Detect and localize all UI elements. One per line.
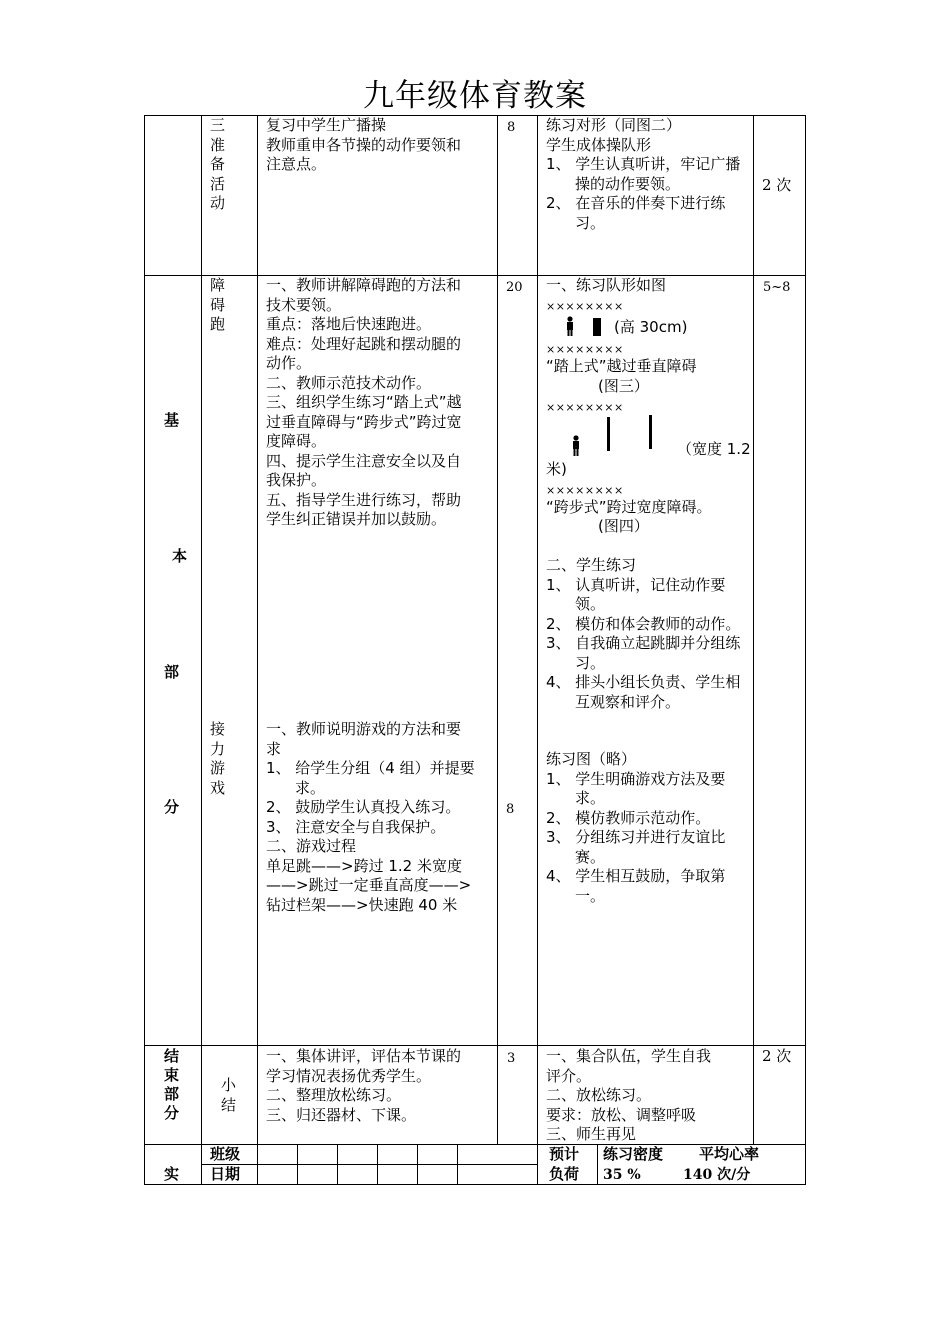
label-char: 备 [210, 155, 226, 173]
list-item: 2、 在音乐的伴奏下进行练习。 [546, 194, 726, 232]
hurdle-section-label [210, 276, 250, 335]
list-item: 1、 学生认真听讲，牢记广播操的动作要领。 [546, 155, 741, 193]
label-char: 活 [210, 174, 226, 193]
forecast-label-1: 预计 [549, 1145, 580, 1163]
text-line: 五、指导学生进行练习，帮助 [266, 490, 462, 509]
width-note: （宽度 1.2 [677, 440, 751, 458]
text-line: 技术要领。 [266, 295, 342, 314]
relay-minutes: 8 [506, 802, 515, 817]
hurdle-student-practice [546, 556, 748, 712]
date-label: 日期 [210, 1165, 241, 1183]
main-part-label-3: 部 [164, 663, 180, 681]
formation-heading: 一、练习队形如图 [546, 276, 667, 294]
text-line: 二、整理放松练习。 [266, 1086, 402, 1104]
col-border [597, 1144, 598, 1184]
hurdle-teacher-text [266, 276, 494, 530]
text-line: 度障碍。 [266, 432, 327, 450]
prep-minutes: 8 [507, 120, 516, 135]
step-over-caption: “踏上式”越过垂直障碍 [546, 357, 697, 375]
hurdle-count: 5~8 [763, 280, 791, 295]
text-line: 三、师生再见 [546, 1125, 637, 1143]
text-line: 一、教师讲解障碍跑的方法和 [266, 276, 462, 294]
figure-3-caption: (图三） [598, 377, 649, 395]
figure-4-caption: (图四） [598, 517, 649, 535]
col-border [297, 1144, 298, 1184]
label-char: 接 [210, 720, 226, 738]
end-student-text [546, 1047, 748, 1145]
col-border [144, 115, 145, 1185]
label-char: 力 [210, 739, 226, 758]
hurdle-height-note [614, 318, 687, 338]
prep-student-text [546, 116, 748, 233]
list-item: 2、 模仿教师示范动作。 [546, 808, 711, 827]
prep-teacher-text [266, 116, 494, 175]
text-line: 重点：落地后快速跑进。 [266, 315, 432, 333]
col-border [805, 115, 806, 1185]
label-char: 障 [210, 276, 226, 294]
text-line: 过垂直障碍与“跨步式”跨过宽 [266, 412, 462, 431]
label-char: 小 [221, 1076, 237, 1094]
stride-over-caption: “跨步式”跨过宽度障碍。 [546, 498, 712, 516]
col-border [753, 115, 754, 1145]
row-border [144, 1045, 806, 1046]
text-line: 一、集合队伍，学生自我 [546, 1047, 712, 1065]
col-border [201, 115, 202, 1185]
width-note-cont: 米) [546, 460, 567, 478]
list-item: 3、 分组练习并进行友谊比赛。 [546, 828, 726, 866]
runner-hurdle-icon [562, 316, 612, 338]
density-label: 练习密度 [603, 1145, 664, 1163]
list-item: 1、 给学生分组（4 组）并提要求。 [266, 759, 475, 797]
list-item: 1、 学生明确游戏方法及要求。 [546, 769, 726, 807]
label-char: 跑 [210, 315, 226, 333]
text-line: 二、放松练习。 [546, 1086, 652, 1104]
text-line: 四、提示学生注意安全以及自 [266, 451, 462, 470]
list-item: 4、 学生相互鼓励，争取第一。 [546, 867, 726, 905]
text-line: ——>跳过一定垂直高度——> [266, 876, 472, 894]
class-label: 班级 [210, 1145, 241, 1163]
hurdle-minutes: 20 [506, 280, 523, 295]
main-part-label-1: 基 [164, 411, 180, 429]
formation-crosses: ×××××××× [546, 300, 624, 313]
list-item: 1、 认真听讲，记住动作要领。 [546, 575, 726, 613]
col-border [337, 1144, 338, 1184]
text-line: 教师重申各节操的动作要领和 [266, 135, 462, 154]
label-char: 结 [164, 1047, 180, 1065]
text-line: 练习图（略） [546, 750, 637, 768]
text-line: 注意点。 [266, 155, 327, 173]
end-minutes: 3 [507, 1051, 516, 1066]
text-line: 一、集体讲评，评估本节课的 [266, 1047, 462, 1065]
heart-rate-value: 140 次/分 [683, 1167, 751, 1183]
end-section-label [221, 1076, 251, 1115]
end-part-label [164, 1047, 188, 1123]
col-border [497, 115, 498, 1145]
prep-count: 2 次 [762, 176, 792, 194]
footer-part-label: 实 [164, 1165, 180, 1183]
list-item: 3、 自我确立起跳脚并分组练习。 [546, 634, 741, 672]
text-line: 评介。 [546, 1066, 592, 1085]
text-line: 二、游戏过程 [266, 837, 357, 855]
relay-section-label [210, 720, 250, 798]
text-line: 单足跳——>跨过 1.2 米宽度 [266, 856, 462, 875]
col-border [257, 115, 258, 1185]
relay-student-text [546, 750, 748, 906]
formation-crosses: ×××××××× [546, 343, 624, 356]
formation-crosses: ×××××××× [546, 401, 624, 414]
page-title: 九年级体育教案 [363, 78, 587, 114]
text-line: 三、归还器材、下课。 [266, 1105, 417, 1124]
text-line: 钻过栏架——>快速跑 40 米 [266, 895, 458, 914]
end-teacher-text [266, 1047, 494, 1125]
row-border [201, 1164, 537, 1165]
text-line: 求 [266, 739, 282, 758]
col-border [537, 115, 538, 1185]
label-char: 戏 [210, 778, 226, 797]
runner-width-obstacle-icon [568, 414, 658, 460]
text-line: 学生纠正错误并加以鼓励。 [266, 510, 447, 528]
text-line: 动作。 [266, 354, 312, 372]
density-value: 35 % [603, 1167, 641, 1183]
list-item: 3、 注意安全与自我保护。 [266, 817, 446, 836]
formation-crosses: ×××××××× [546, 484, 624, 497]
end-count: 2 次 [762, 1047, 792, 1065]
main-part-label-2: 本 [172, 547, 188, 565]
label-char: 部 [164, 1085, 180, 1103]
label-char: 准 [210, 135, 226, 154]
label-char: 三 [210, 116, 226, 134]
list-item: 2、 模仿和体会教师的动作。 [546, 614, 741, 633]
label-char: 动 [210, 194, 226, 212]
forecast-label-2: 负荷 [549, 1165, 580, 1183]
text-line: 学生成体操队形 [546, 135, 652, 154]
col-border [377, 1144, 378, 1184]
text-line: 三、组织学生练习“踏上式”越 [266, 393, 462, 411]
col-border [457, 1144, 458, 1184]
main-part-label-4: 分 [164, 798, 180, 816]
label-char: 束 [164, 1066, 180, 1084]
label-char: 结 [221, 1095, 237, 1114]
text-line: 二、教师示范技术动作。 [266, 373, 432, 392]
relay-teacher-text [266, 720, 494, 915]
label-char: 游 [210, 759, 226, 777]
text-line: 难点：处理好起跳和摆动腿的 [266, 334, 462, 353]
label-char: 碍 [210, 295, 226, 314]
text-line: 要求：放松、调整呼吸 [546, 1105, 697, 1124]
list-item: 4、 排头小组长负责、学生相互观察和评介。 [546, 673, 741, 711]
col-border [417, 1144, 418, 1184]
text-line: 复习中学生广播操 [266, 116, 387, 134]
text-line: 二、学生练习 [546, 556, 637, 574]
label-char: 分 [164, 1104, 180, 1122]
list-item: 2、 鼓励学生认真投入练习。 [266, 798, 461, 816]
prep-section-label [210, 116, 250, 214]
note-text: (高 30cm) [614, 318, 688, 336]
heart-rate-label: 平均心率 [699, 1145, 760, 1163]
text-line: 一、教师说明游戏的方法和要 [266, 720, 462, 738]
text-line: 我保护。 [266, 471, 327, 489]
text-line: 练习对形（同图二） [546, 116, 682, 134]
text-line: 学习情况表扬优秀学生。 [266, 1066, 432, 1085]
